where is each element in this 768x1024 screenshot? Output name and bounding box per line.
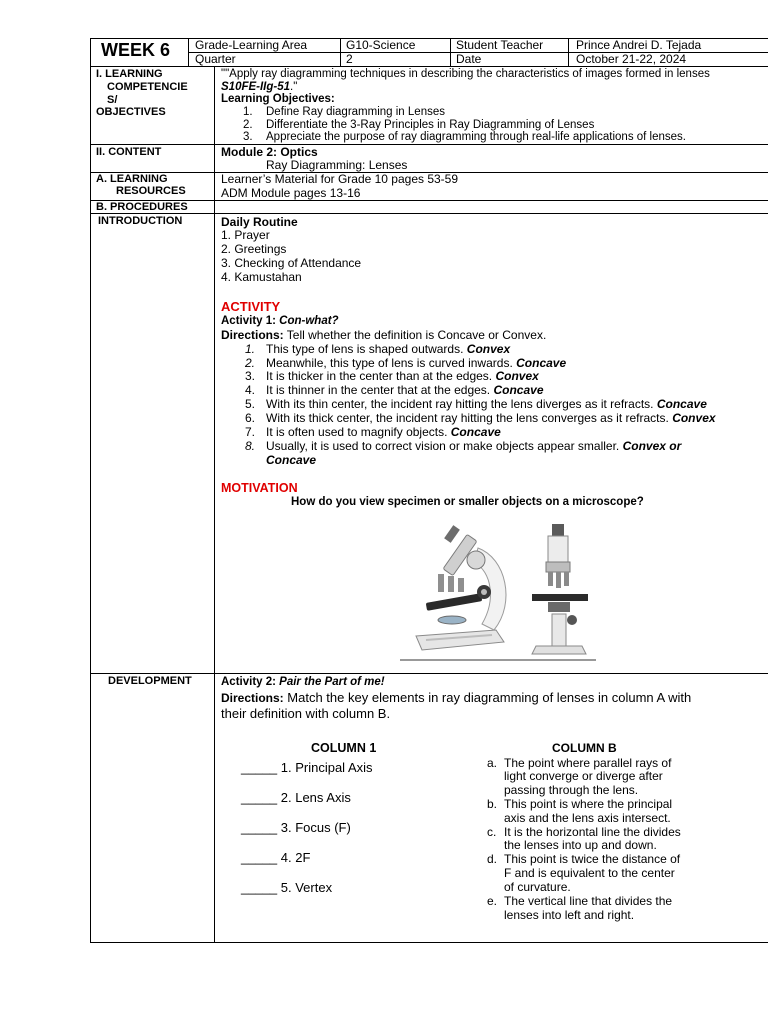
- row-divider-content: [90, 144, 768, 145]
- list-item-letter: e.: [487, 894, 498, 908]
- competency-code-line: S10FE-IIg-51.": [221, 81, 298, 93]
- week-label: WEEK 6: [101, 40, 171, 60]
- routine-title: Daily Routine: [221, 215, 298, 229]
- column-a-title: COLUMN 1: [311, 741, 377, 755]
- list-item: _____ 5. Vertex: [241, 880, 333, 895]
- table-border-left: [90, 38, 91, 943]
- row-divider-development: [90, 673, 768, 674]
- objective-text: Define Ray diagramming in Lenses: [266, 106, 445, 118]
- header-col-4: [568, 38, 569, 66]
- activity2-directions-2: their definition with column B.: [221, 706, 391, 721]
- lesson-plan-page: WEEK 6 Grade-Learning Area G10-Science Student Teacher Prince Andrei D. Tejada Quarter 2 Date October 21-22, 2024 I. LEARNING COMPETENCIE S/ OBJECTIVES ""Apply ray diagramming techniques in describing the characteristics of images formed in lenses S10FE-IIg-51." Learning Objectives: 1. Define Ray diagramming in Lenses 2. Differentiate the 3-Ray Principles in Ray Diagramming of Lenses 3. Appreciate the purpose of ray diagramming through real-life applications of lenses. II. CONTENT Module 2: Optics Ray Diagramming: Lenses A. LEARNING RESOURCES Learner’s Material for Grade 10 pages 53-59 ADM Module pages 13-16 B. PROCEDURES INTRODUCTION Daily Routine 1. Prayer 2. Greetings 3. Checking of Attendance 4. Kamustahan ACTIVITY Activity 1: Con-what? Directions: Tell whether the definition is Concave or Convex. 1. This type of lens is shaped outwards. Convex 2. Meanwhile, this type of lens is curved inwards. Concave 3. It is thicker in the center than at the edges. Convex 4. It is thinner in the center that at the edges. Concave 5. With its thin center, the incident ray hitting the lens diverges as it refracts. Concave 6. With its thick center, the incident ray hitting the lens converges as it refracts. Convex 7. It is often used to magnify objects. Concave 8. Usually, it is used to correct vision or make objects appear smaller. Convex or Concave MOTIVATION How do you view specimen or smaller objects on a microscope? DEVELOPMENT Activity 2: Pair the Part of me! Directions: Match the key elements in ray diagramming of lenses in column A with their definition with column B. COLUMN 1 COLUMN B _____ 1. Principal Axis _____ 2. Lens Axis _____ 3. Focus (F) _____ 4. 2F _____ 5. Vertex a. The point where parallel rays of light converge or diverge after passing through the lens. b. This point is where the principal axis and the lens axis intersect. c. It is the horizontal line the divides the lenses into up and down. d. This point is twice the distance of F and is equivalent to the center of curvature. e. The vertical line that divides the lenses into left and right.: [0, 0, 768, 1024]
- microscope-right-icon: [532, 524, 588, 654]
- activity-heading: ACTIVITY: [221, 299, 281, 314]
- development-label: DEVELOPMENT: [108, 675, 192, 687]
- resources-label-2: RESOURCES: [116, 185, 186, 197]
- list-item-number: 3.: [245, 369, 256, 383]
- list-item: This point is where the principal: [504, 797, 673, 811]
- grade-label: Grade-Learning Area: [195, 38, 308, 52]
- row-divider-introduction: [90, 213, 768, 214]
- content-module: Module 2: Optics: [221, 145, 318, 159]
- list-item-number: 4.: [245, 383, 256, 397]
- column-b-title: COLUMN B: [552, 741, 617, 755]
- header-col-1: [188, 38, 189, 66]
- date-value: October 21-22, 2024: [576, 52, 687, 66]
- list-item: The vertical line that divides the: [504, 894, 673, 908]
- date-label: Date: [456, 52, 482, 66]
- list-item: The point where parallel rays of: [504, 756, 672, 770]
- list-item: It is often used to magnify objects. Concave: [266, 425, 501, 439]
- quarter-value: 2: [346, 52, 353, 66]
- routine-item: 4. Kamustahan: [221, 270, 302, 284]
- list-item: It is thinner in the center that at the edges. Concave: [266, 383, 544, 397]
- routine-item: 3. Checking of Attendance: [221, 256, 362, 270]
- list-item: Meanwhile, this type of lens is curved inwards. Concave: [266, 356, 567, 370]
- activity-directions: Directions: Tell whether the definition is Concave or Convex.: [221, 328, 547, 342]
- list-item-letter: a.: [487, 756, 498, 770]
- list-item-number: 8.: [245, 439, 256, 453]
- list-item: _____ 2. Lens Axis: [241, 790, 351, 805]
- procedures-label: B. PROCEDURES: [96, 201, 188, 213]
- list-item-number: 7.: [245, 425, 256, 439]
- list-item-number: 5.: [245, 397, 256, 411]
- grade-value: G10-Science: [346, 38, 416, 52]
- objective-item: 3.: [243, 131, 253, 143]
- objective-text: Differentiate the 3-Ray Principles in Ray Diagramming of Lenses: [266, 119, 595, 131]
- activity2-directions: Directions: Match the key elements in ray diagramming of lenses in column A with: [221, 690, 692, 705]
- list-item: With its thick center, the incident ray hitting the lens converges as it refracts. Convex: [266, 411, 716, 425]
- activity-title: Activity 1: Con-what?: [221, 315, 339, 327]
- motivation-heading: MOTIVATION: [221, 481, 298, 495]
- list-item-number: 6.: [245, 411, 256, 425]
- routine-item: 2. Greetings: [221, 242, 287, 256]
- resources-item: Learner’s Material for Grade 10 pages 53-59: [221, 172, 459, 186]
- resources-item: ADM Module pages 13-16: [221, 186, 361, 200]
- list-item-continued: Concave: [266, 453, 317, 467]
- table-border-label-col: [214, 66, 215, 943]
- header-col-3: [450, 38, 451, 66]
- objective-text: Appreciate the purpose of ray diagramming through real-life applications of lenses.: [266, 131, 686, 143]
- content-label: II. CONTENT: [96, 146, 162, 158]
- objective-item: 2.: [243, 119, 253, 131]
- activity2-title: Activity 2: Pair the Part of me!: [221, 676, 385, 688]
- header-col-2: [340, 38, 341, 66]
- list-item: It is thicker in the center than at the edges. Convex: [266, 369, 539, 383]
- list-item: _____ 1. Principal Axis: [241, 760, 373, 775]
- list-item-letter: b.: [487, 797, 498, 811]
- teacher-value: Prince Andrei D. Tejada: [576, 38, 702, 52]
- list-item-letter: d.: [487, 852, 498, 866]
- header-bottom: [90, 66, 768, 67]
- content-topic: Ray Diagramming: Lenses: [266, 158, 408, 172]
- row-divider-procedures: [90, 200, 768, 201]
- introduction-label: INTRODUCTION: [98, 215, 183, 227]
- list-item: With its thin center, the incident ray hitting the lens diverges as it refracts. Concave: [266, 397, 707, 411]
- microscope-image: [396, 518, 600, 664]
- list-item: Usually, it is used to correct vision or make objects appear smaller. Convex or: [266, 439, 682, 453]
- microscope-left-icon: [416, 525, 506, 650]
- list-item-letter: c.: [487, 825, 497, 839]
- routine-item: 1. Prayer: [221, 228, 270, 242]
- quarter-label: Quarter: [195, 52, 236, 66]
- list-item: It is the horizontal line the divides: [504, 825, 681, 839]
- list-item: This type of lens is shaped outwards. Convex: [266, 342, 511, 356]
- list-item: This point is twice the distance of: [504, 852, 681, 866]
- competency-code: S10FE-IIg-51: [221, 81, 291, 93]
- table-border-bottom: [90, 942, 768, 943]
- list-item-number: 2.: [245, 356, 256, 370]
- motivation-question: How do you view specimen or smaller objects on a microscope?: [291, 496, 644, 508]
- list-item: _____ 4. 2F: [241, 850, 311, 865]
- resources-label: A. LEARNING: [96, 173, 168, 185]
- objectives-title: Learning Objectives:: [221, 93, 335, 105]
- teacher-label: Student Teacher: [456, 38, 544, 52]
- list-item-number: 1.: [245, 342, 256, 356]
- list-item: _____ 3. Focus (F): [241, 820, 351, 835]
- objective-item: 1.: [243, 106, 253, 118]
- competency-text: ""Apply ray diagramming techniques in describing the characteristics of images formed in lenses: [221, 68, 710, 80]
